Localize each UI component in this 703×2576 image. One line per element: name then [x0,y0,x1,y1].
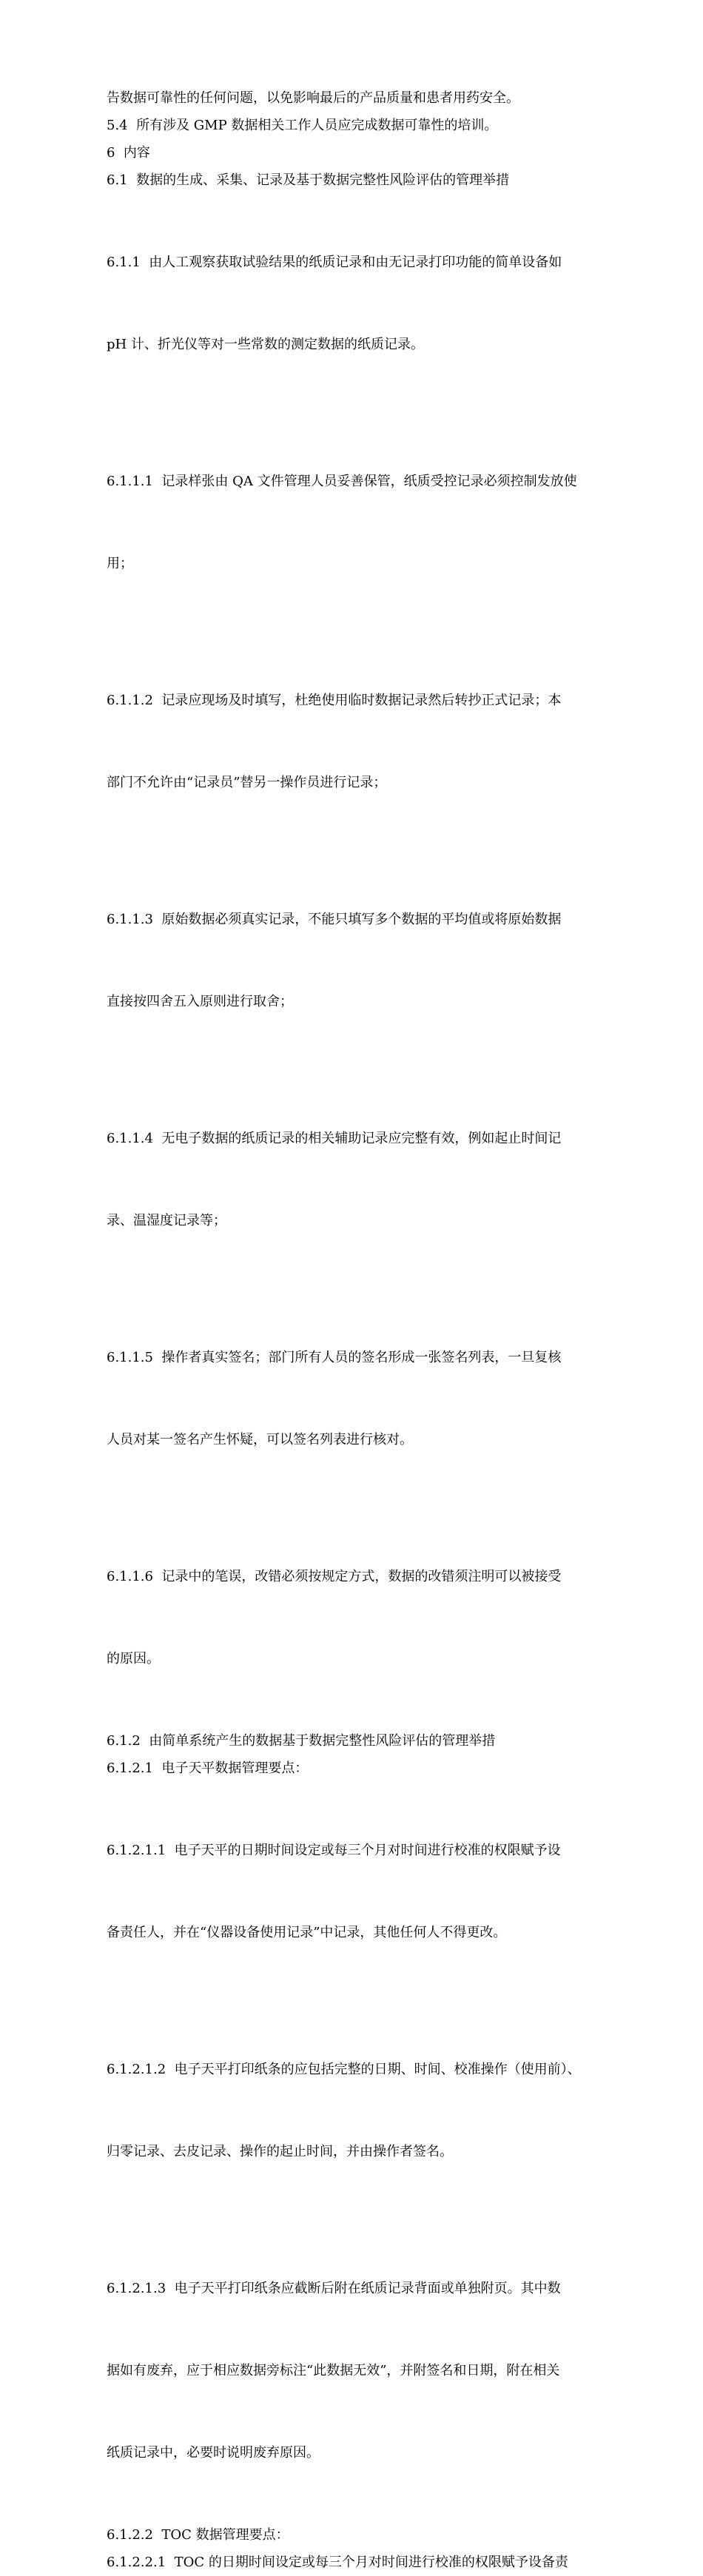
text-line-content: 归零记录、去皮记录、操作的起止时间，并由操作者签名。 [107,2144,453,2159]
text-line-content: 用； [107,556,133,571]
text-line-content: 6.1.2.1.2 电子天平打印纸条的应包括完整的日期、时间、校准操作（使用前）、 [107,2062,581,2077]
text-line-content: 人员对某一签名产生怀疑，可以签名列表进行核对。 [107,1432,413,1447]
section-6-1-2-1 [107,1755,598,1782]
section-6-1 [107,167,598,194]
text-line-content: 6.1.2.2 TOC 数据管理要点： [107,2527,289,2543]
text-line-content: pH 计、折光仪等对一些常数的测定数据的纸质记录。 [107,337,424,352]
text-line-content: 6.1.2.2.1 TOC 的日期时间设定或每三个月对时间进行校准的权限赋予设备责 [107,2555,568,2570]
section-6-1-1-4 [107,1070,598,1289]
section-6-heading [107,139,598,167]
text-line-content: 5.4 所有涉及 GMP 数据相关工作人员应完成数据可靠性的培训。 [107,118,498,133]
text-line-content: 6.1.1.1 记录样张由 QA 文件管理人员妥善保管，纸质受控记录必须控制发放使 [107,474,577,489]
document-body [107,84,598,2576]
section-5-4 [107,112,598,139]
section-6-1-2-2-1 [107,2549,598,2576]
section-6-1-2 [107,1727,598,1755]
text-line [107,84,598,112]
section-6-1-1-2 [107,632,598,851]
text-line-content: 6.1 数据的生成、采集、记录及基于数据完整性风险评估的管理举措 [107,172,510,188]
text-line-content: 6.1.1 由人工观察获取试验结果的纸质记录和由无记录打印功能的简单设备如 [107,255,562,270]
section-6-1-1-6 [107,1508,598,1727]
section-6-1-2-1-2 [107,2001,598,2220]
text-line-content: 6.1.1.6 记录中的笔误，改错必须按规定方式，数据的改错须注明可以被接受 [107,1569,562,1584]
section-6-1-2-1-1 [107,1782,598,2001]
text-line-content: 据如有废弃，应于相应数据旁标注“此数据无效”，并附签名和日期，附在相关 [107,2363,560,2378]
text-line-content: 纸质记录中，必要时说明废弃原因。 [107,2445,320,2461]
section-6-1-1-3 [107,851,598,1070]
text-line-content: 6.1.1.3 原始数据必须真实记录，不能只填写多个数据的平均值或将原始数据 [107,912,562,927]
section-6-1-2-1-3 [107,2220,598,2521]
section-6-1-2-2 [107,2521,598,2549]
text-line-content: 的原因。 [107,1651,160,1667]
section-6-1-1 [107,194,598,413]
text-line-content: 6.1.1.2 记录应现场及时填写，杜绝使用临时数据记录然后转抄正式记录；本 [107,693,562,708]
text-line-content: 直接按四舍五入原则进行取舍； [107,994,293,1009]
text-line-content: 备责任人，并在“仪器设备使用记录”中记录，其他任何人不得更改。 [107,1925,507,1940]
text-line-content: 6.1.2.1.3 电子天平打印纸条应截断后附在纸质记录背面或单独附页。其中数 [107,2281,561,2296]
text-line-content: 告数据可靠性的任何问题，以免影响最后的产品质量和患者用药安全。 [107,90,519,106]
text-line-content: 6.1.2.1.1 电子天平的日期时间设定或每三个月对时间进行校准的权限赋予设 [107,1843,561,1858]
section-6-1-1-5 [107,1289,598,1508]
section-6-1-1-1 [107,413,598,632]
text-line-content: 6.1.2 由简单系统产生的数据基于数据完整性风险评估的管理举措 [107,1733,496,1749]
text-line-content: 录、温湿度记录等； [107,1213,226,1228]
text-line-content: 6 内容 [107,145,150,161]
text-line-content: 6.1.1.4 无电子数据的纸质记录的相关辅助记录应完整有效，例如起止时间记 [107,1131,562,1146]
text-line-content: 6.1.2.1 电子天平数据管理要点： [107,1761,309,1776]
text-line-content: 6.1.1.5 操作者真实签名；部门所有人员的签名形成一张签名列表，一旦复核 [107,1350,562,1365]
text-line-content: 部门不允许由“记录员”替另一操作员进行记录； [107,775,387,790]
